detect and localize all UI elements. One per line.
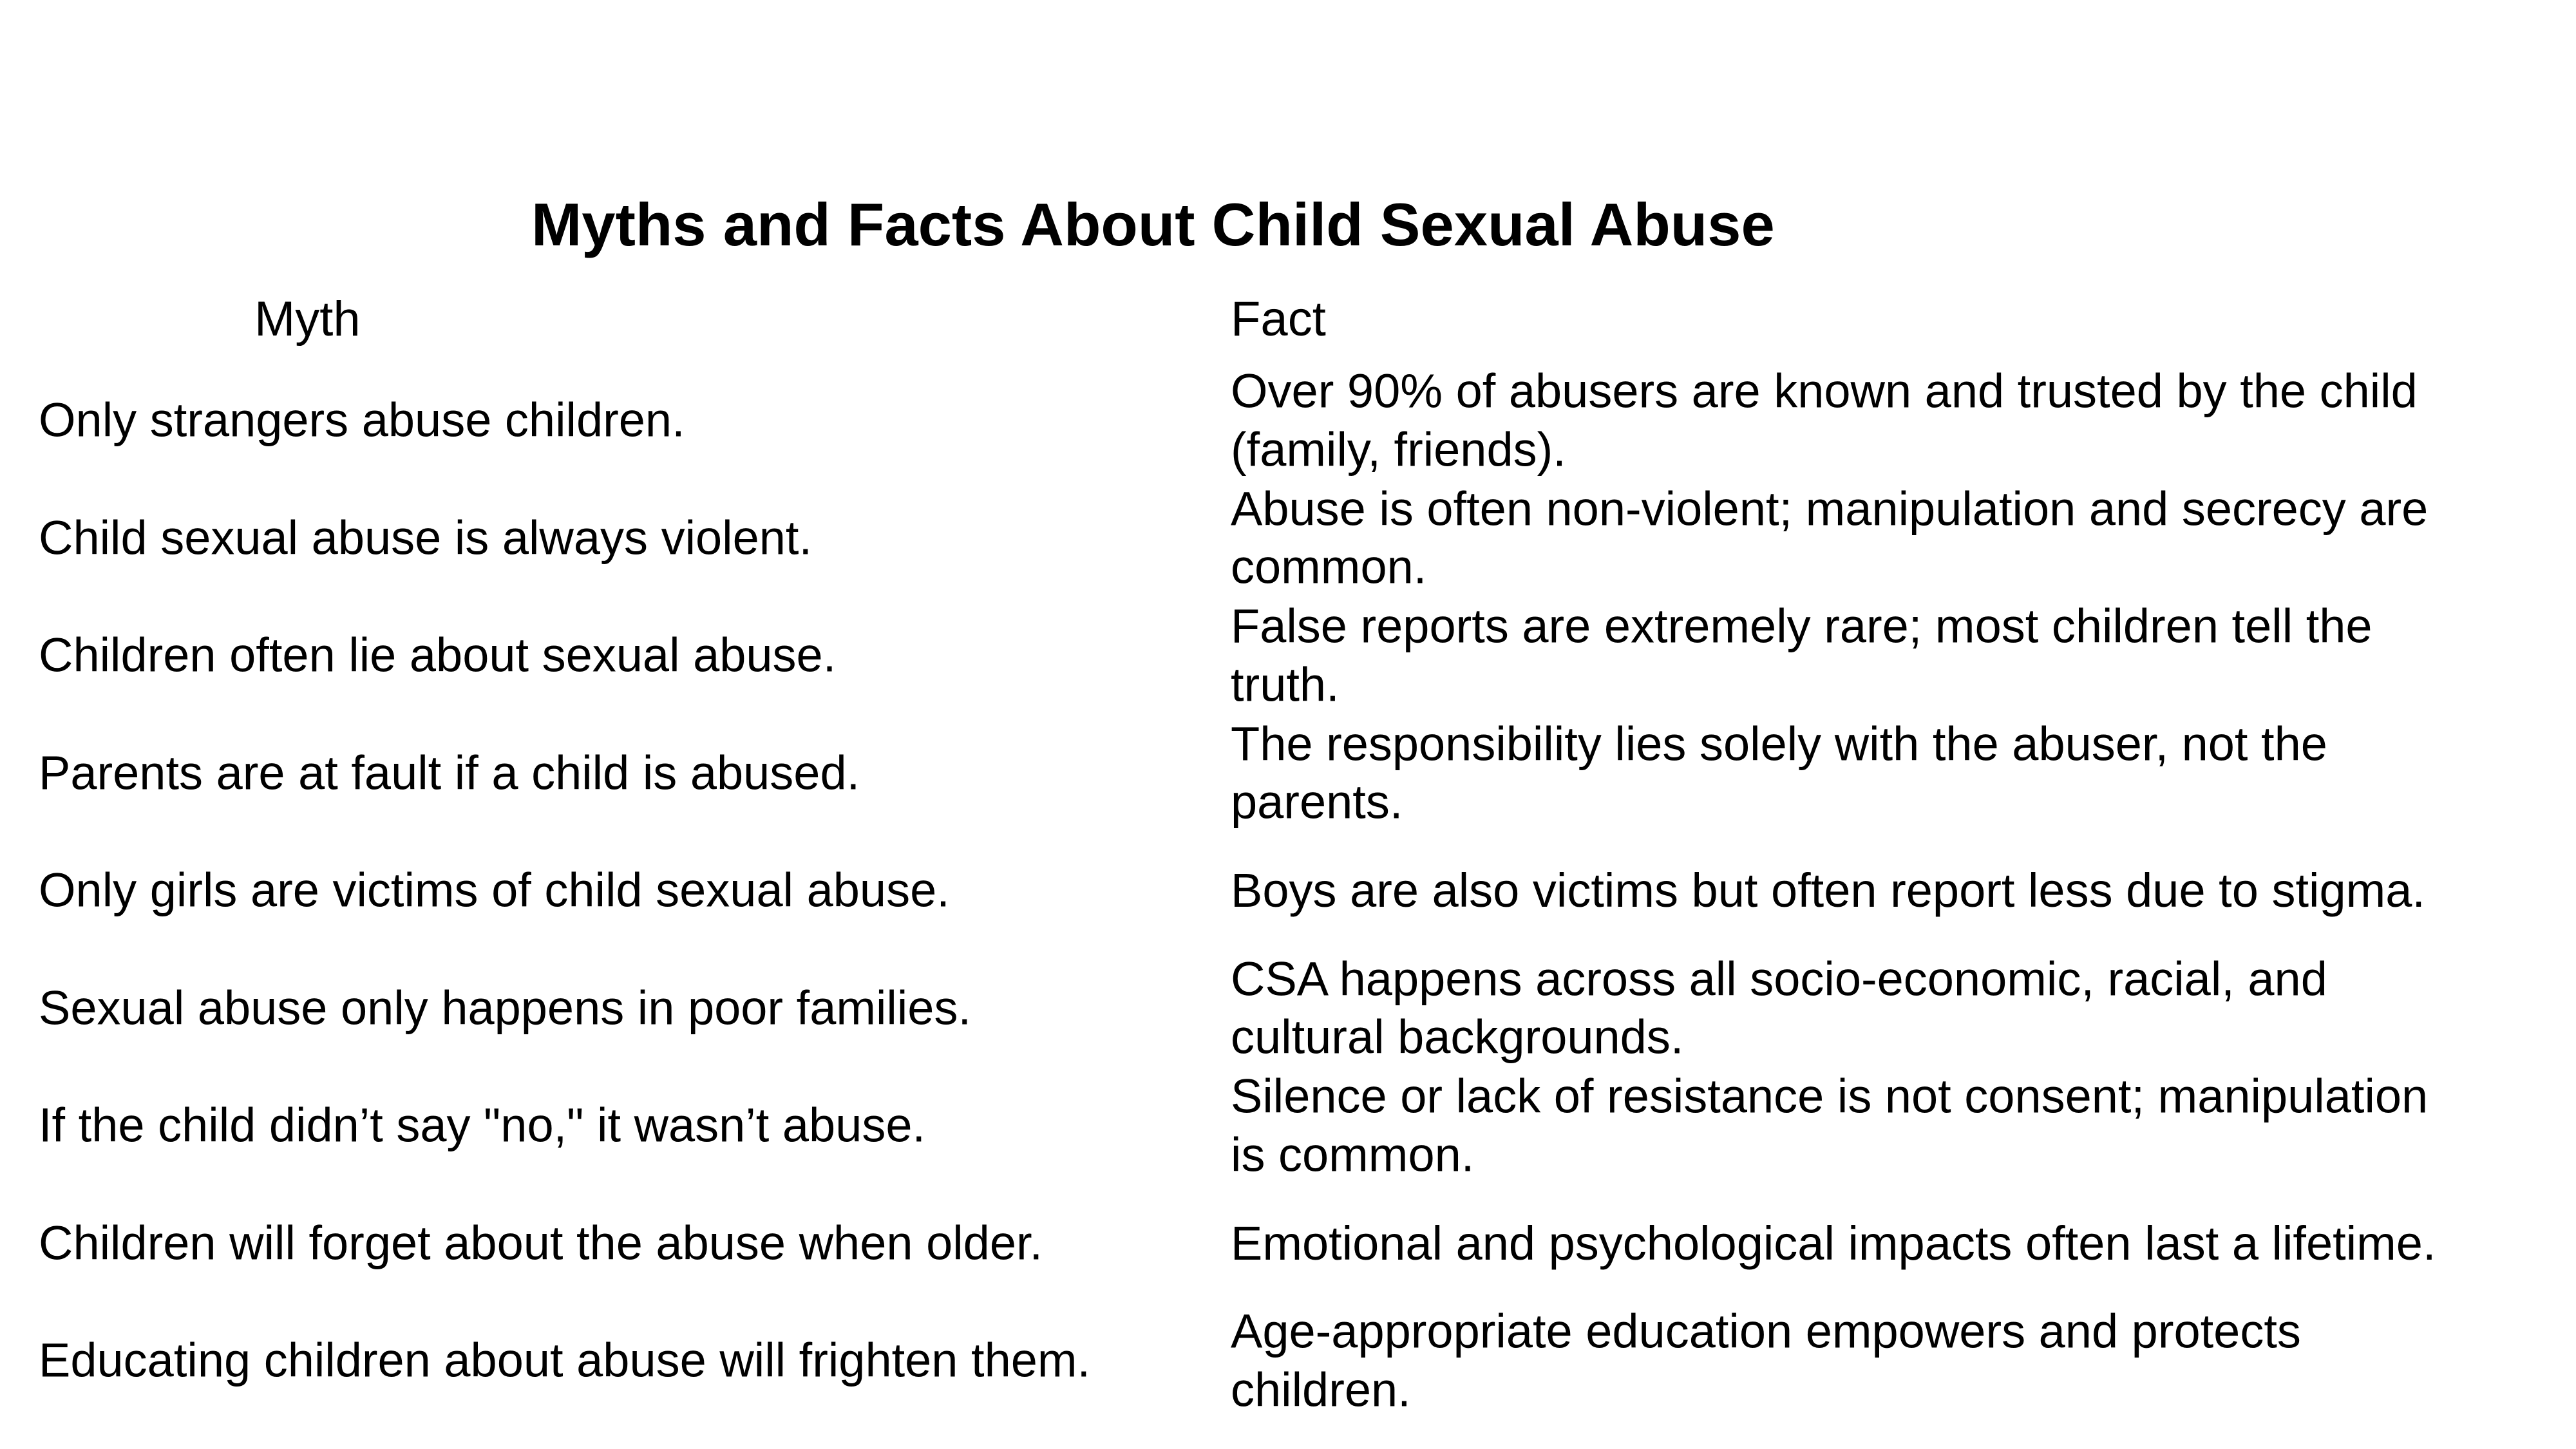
table-row — [0, 950, 2576, 1068]
myth-cell: Child sexual abuse is always violent. — [39, 511, 813, 565]
myth-cell: Children will forget about the abuse when older. — [39, 1216, 1043, 1270]
fact-cell: The responsibility lies solely with the abuser, not the parents. — [1231, 717, 2327, 829]
table-row — [0, 1067, 2576, 1185]
fact-cell: Emotional and psychological impacts often last a lifetime. — [1231, 1216, 2436, 1270]
fact-cell: CSA happens across all socio-economic, racial, and cultural backgrounds. — [1231, 952, 2327, 1064]
table-row — [0, 362, 2576, 480]
slide-title: Myths and Facts About Child Sexual Abuse — [531, 191, 1775, 258]
myth-cell: Educating children about abuse will frighten them. — [39, 1333, 1091, 1387]
fact-cell: Boys are also victims but often report less due to stigma. — [1231, 864, 2425, 918]
fact-cell: Abuse is often non-violent; manipulation and secrecy are common. — [1231, 482, 2429, 594]
myth-cell: Children often lie about sexual abuse. — [39, 628, 837, 682]
table-row — [0, 1185, 2576, 1303]
table-row — [0, 1302, 2576, 1420]
myth-cell: Parents are at fault if a child is abused. — [39, 746, 860, 800]
fact-cell: Silence or lack of resistance is not consent; manipulation is common. — [1231, 1069, 2429, 1182]
myth-cell: Sexual abuse only happens in poor families. — [39, 981, 972, 1035]
table-row — [0, 715, 2576, 833]
table-row — [0, 480, 2576, 598]
fact-cell: False reports are extremely rare; most children tell the truth. — [1231, 599, 2372, 712]
table-row — [0, 597, 2576, 715]
fact-cell: Age-appropriate education empowers and protects children. — [1231, 1304, 2301, 1417]
myth-cell: If the child didn’t say "no," it wasn’t abuse. — [39, 1098, 926, 1152]
fact-column-header: Fact — [1231, 292, 1326, 346]
myth-column-header: Myth — [254, 292, 361, 346]
table-row — [0, 832, 2576, 950]
myth-cell: Only strangers abuse children. — [39, 393, 685, 447]
myth-cell: Only girls are victims of child sexual abuse. — [39, 863, 950, 917]
fact-cell: Over 90% of abusers are known and trusted by the child (family, friends). — [1231, 364, 2418, 477]
myth-fact-table — [0, 362, 2576, 1420]
